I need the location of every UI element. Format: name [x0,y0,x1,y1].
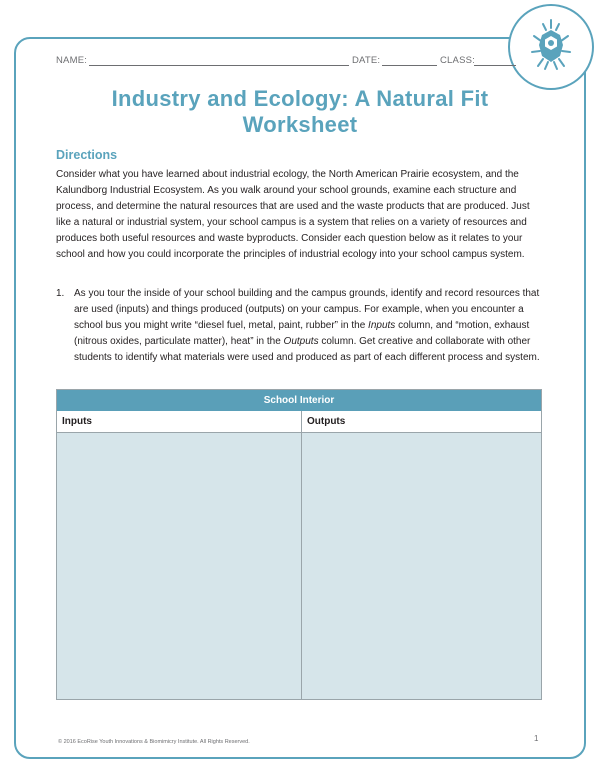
class-label: CLASS: [440,55,475,66]
table-caption: School Interior [57,390,541,411]
class-blank[interactable] [474,65,516,66]
outputs-emphasis: Outputs [283,336,319,347]
outputs-column-header: Outputs [302,411,541,433]
student-info-line [56,55,516,69]
copyright-footer: © 2016 EcoRise Youth Innovations & Biomimicry Institute. All Rights Reserved. [58,739,250,745]
outputs-answer-area[interactable] [302,433,541,699]
question-number: 1. [56,288,65,299]
logo-badge [508,4,594,90]
school-interior-table [56,389,542,700]
page-number: 1 [534,734,539,743]
date-blank[interactable] [382,65,437,66]
name-label: NAME: [56,55,88,66]
name-blank[interactable] [89,65,349,66]
directions-heading: Directions [56,148,118,162]
page-title [60,86,540,138]
bug-logo-icon [510,6,592,88]
inputs-emphasis: Inputs [368,320,396,331]
question-text-part-1: As you tour the inside of your school building and the campus grounds, identify and record resources that are used (inputs) and things produced (outputs) on your campus. For example, when you encounter a school bus you might write “diesel fuel, metal, paint, rubber” in the [74,288,540,331]
title-line-1: Industry and Ecology: A Natural Fit [111,86,489,111]
directions-text: Consider what you have learned about industrial ecology, the North American Prairie ecosystem, and the Kalundborg Industrial Ecosystem. As you walk around your school grounds, examine each structure and process, and determine the natural resources that are used and the waste products that are produced. Just like a natural or industrial system, your school campus is a system that relies on a variety of resources and produces both useful resources and waste byproducts. Consider each question below as it relates to your school and how you could incorporate the principles of industrial ecology into your school campus system. [56,169,530,260]
question-text [74,286,546,366]
question-text-part-2: column, and “motion, exhaust (nitrous oxides, particulate matter), heat” in the [74,320,530,347]
question-text-part-3: column. Get creative and collaborate with other students to identify what materials were used and produced as part of each different process and system. [74,336,540,363]
column-divider [301,411,302,699]
date-label: DATE: [352,55,381,66]
inputs-answer-area[interactable] [57,433,301,699]
title-line-2: Worksheet [242,112,358,137]
inputs-column-header: Inputs [57,411,301,433]
